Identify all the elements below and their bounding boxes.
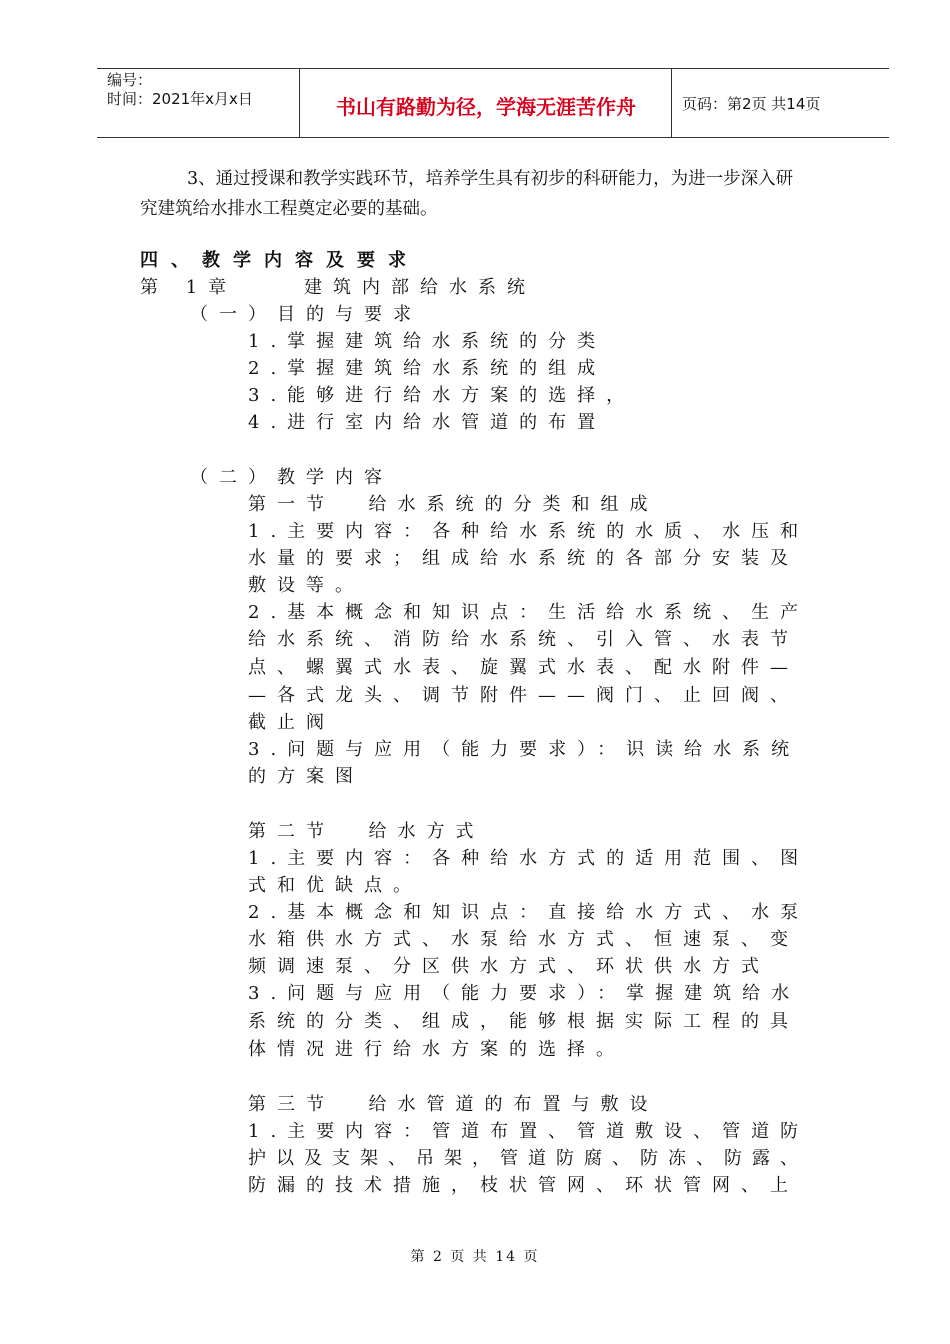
intro-line: 3、通过授课和教学实践环节，培养学生具有初步的科研能力，为进一步深入研 xyxy=(187,169,794,189)
content-line: 敷设等。 xyxy=(248,575,364,596)
content-line: 护以及支架、吊架，管道防腐、防冻、防露、 xyxy=(248,1148,808,1169)
content-line: 截止阀 xyxy=(248,712,335,733)
content-line: 给水系统、消防给水系统、引入管、水表节 xyxy=(248,629,799,650)
content-line: 1.主要内容：各种给水方式的适用范围、图 xyxy=(248,848,810,869)
section-title: 第三节 给水管道的布置与敷设 xyxy=(248,1094,659,1115)
objective-item: 1.掌握建筑给水系统的分类 xyxy=(248,331,607,352)
content-line: 频调速泵、分区供水方式、环状供水方式 xyxy=(248,956,770,977)
content-line: —各式龙头、调节附件——阀门、止回阀、 xyxy=(248,685,799,706)
header-page-info: 页码：第2页 共14页 xyxy=(682,95,821,113)
content-line: 3.问题与应用（能力要求）：识读给水系统 xyxy=(248,739,801,760)
header-divider xyxy=(299,69,300,137)
content-line: 点、螺翼式水表、旋翼式水表、配水附件— xyxy=(248,657,799,678)
content-line: 1.主要内容：各种给水系统的水质、水压和 xyxy=(248,521,810,542)
content-line: 防漏的技术措施，枝状管网、环状管网、上 xyxy=(248,1175,799,1196)
time-label: 时间：2021年x月x日 xyxy=(107,90,253,108)
page-footer: 第 2 页 共 14 页 xyxy=(410,1249,540,1265)
content-heading: （二）教学内容 xyxy=(190,467,393,488)
chapter-title: 第 1章 建筑内部给水系统 xyxy=(140,277,537,298)
section-title: 第二节 给水方式 xyxy=(248,821,485,842)
content-line: 2.基本概念和知识点：直接给水方式、水泵 xyxy=(248,902,810,923)
content-line: 体情况进行给水方案的选择。 xyxy=(248,1039,625,1060)
page-header xyxy=(97,68,889,138)
content-line: 2.基本概念和知识点：生活给水系统、生产 xyxy=(248,602,810,623)
code-label: 编号： xyxy=(107,71,153,89)
content-line: 水量的要求；组成给水系统的各部分安装及 xyxy=(248,548,799,569)
header-divider xyxy=(671,69,672,137)
objectives-heading: （一）目的与要求 xyxy=(190,304,422,325)
objective-item: 2.掌握建筑给水系统的组成 xyxy=(248,358,607,379)
content-line: 水箱供水方式、水泵给水方式、恒速泵、变 xyxy=(248,929,799,950)
objective-item: 4.进行室内给水管道的布置 xyxy=(248,412,607,433)
content-line: 3.问题与应用（能力要求）：掌握建筑给水 xyxy=(248,983,801,1004)
section-title: 第一节 给水系统的分类和组成 xyxy=(248,494,659,515)
content-line: 的方案图 xyxy=(248,766,364,787)
content-line: 式和优缺点。 xyxy=(248,875,422,896)
section-heading: 四、教学内容及要求 xyxy=(140,250,419,271)
content-line: 系统的分类、组成，能够根据实际工程的具 xyxy=(248,1011,799,1032)
header-motto: 书山有路勤为径，学海无涯苦作舟 xyxy=(336,95,636,119)
objective-item: 3.能够进行给水方案的选择， xyxy=(248,385,636,406)
intro-line: 究建筑给水排水工程奠定必要的基础。 xyxy=(140,199,438,219)
header-left xyxy=(107,71,253,109)
content-line: 1.主要内容：管道布置、管道敷设、管道防 xyxy=(248,1121,810,1142)
